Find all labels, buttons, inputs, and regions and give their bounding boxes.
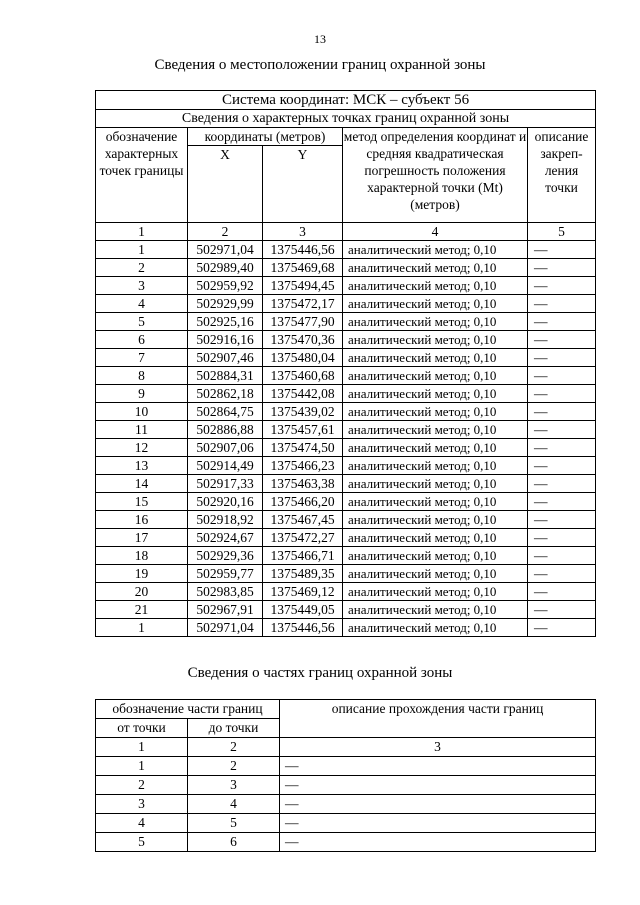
part-desc: — xyxy=(280,833,596,852)
coord-x: 502884,31 xyxy=(188,367,263,385)
coord-y: 1375472,27 xyxy=(263,529,343,547)
fixing-desc: — xyxy=(528,457,596,475)
point-id: 13 xyxy=(96,457,188,475)
coord-x: 502971,04 xyxy=(188,619,263,637)
to-point: 2 xyxy=(188,757,280,776)
method-cell: аналитический метод; 0,10 xyxy=(343,565,528,583)
method-cell: аналитический метод; 0,10 xyxy=(343,583,528,601)
table-row xyxy=(96,457,596,475)
fixing-desc: — xyxy=(528,295,596,313)
method-cell: аналитический метод; 0,10 xyxy=(343,241,528,259)
points-table xyxy=(95,90,596,637)
fixing-desc: — xyxy=(528,619,596,637)
coord-x: 502886,88 xyxy=(188,421,263,439)
coord-x: 502971,04 xyxy=(188,241,263,259)
coord-y: 1375449,05 xyxy=(263,601,343,619)
coord-y: 1375489,35 xyxy=(263,565,343,583)
coord-y: 1375446,56 xyxy=(263,619,343,637)
point-id: 1 xyxy=(96,241,188,259)
fixing-desc: — xyxy=(528,277,596,295)
coord-x: 502989,40 xyxy=(188,259,263,277)
parts-title: Сведения о частях границ охранной зоны xyxy=(187,665,453,681)
column-number: 5 xyxy=(528,223,596,241)
point-id: 20 xyxy=(96,583,188,601)
table-row xyxy=(96,331,596,349)
table-row xyxy=(96,367,596,385)
method-cell: аналитический метод; 0,10 xyxy=(343,295,528,313)
method-cell: аналитический метод; 0,10 xyxy=(343,367,528,385)
fixing-desc: — xyxy=(528,331,596,349)
table-row xyxy=(96,493,596,511)
method-cell: аналитический метод; 0,10 xyxy=(343,385,528,403)
point-id: 4 xyxy=(96,295,188,313)
method-cell: аналитический метод; 0,10 xyxy=(343,547,528,565)
fixing-desc: — xyxy=(528,349,596,367)
column-number: 1 xyxy=(96,738,188,757)
fixing-desc: — xyxy=(528,313,596,331)
table-row xyxy=(96,421,596,439)
header-y: Y xyxy=(263,146,343,223)
coord-y: 1375466,71 xyxy=(263,547,343,565)
to-point: 6 xyxy=(188,833,280,852)
point-id: 12 xyxy=(96,439,188,457)
column-number: 2 xyxy=(188,738,280,757)
column-number: 3 xyxy=(263,223,343,241)
document-title: Сведения о местоположении границ охранной зоны xyxy=(154,57,486,73)
coord-y: 1375470,36 xyxy=(263,331,343,349)
coord-y: 1375469,12 xyxy=(263,583,343,601)
method-cell: аналитический метод; 0,10 xyxy=(343,313,528,331)
point-id: 2 xyxy=(96,259,188,277)
fixing-desc: — xyxy=(528,439,596,457)
column-numbers-row xyxy=(96,223,596,241)
coord-y: 1375466,20 xyxy=(263,493,343,511)
part-desc: — xyxy=(280,757,596,776)
point-id: 9 xyxy=(96,385,188,403)
method-cell: аналитический метод; 0,10 xyxy=(343,511,528,529)
point-id: 8 xyxy=(96,367,188,385)
header-part-description: описание прохождения части границ xyxy=(280,700,596,738)
point-id: 15 xyxy=(96,493,188,511)
coordinate-system: Система координат: МСК – субъект 56 xyxy=(96,91,596,110)
point-id: 11 xyxy=(96,421,188,439)
point-id: 21 xyxy=(96,601,188,619)
table-row xyxy=(96,757,596,776)
table-row xyxy=(96,313,596,331)
point-id: 17 xyxy=(96,529,188,547)
coord-x: 502907,46 xyxy=(188,349,263,367)
coord-x: 502925,16 xyxy=(188,313,263,331)
table-row xyxy=(96,295,596,313)
fixing-desc: — xyxy=(528,241,596,259)
coord-y: 1375457,61 xyxy=(263,421,343,439)
points-subtitle: Сведения о характерных точках границ охранной зоны xyxy=(96,110,596,128)
from-point: 3 xyxy=(96,795,188,814)
point-id: 7 xyxy=(96,349,188,367)
coord-y: 1375472,17 xyxy=(263,295,343,313)
part-desc: — xyxy=(280,814,596,833)
fixing-desc: — xyxy=(528,529,596,547)
table-row xyxy=(96,565,596,583)
method-cell: аналитический метод; 0,10 xyxy=(343,529,528,547)
table-row xyxy=(96,529,596,547)
method-cell: аналитический метод; 0,10 xyxy=(343,259,528,277)
coord-y: 1375439,02 xyxy=(263,403,343,421)
coord-x: 502918,92 xyxy=(188,511,263,529)
coord-x: 502907,06 xyxy=(188,439,263,457)
fixing-desc: — xyxy=(528,601,596,619)
header-x: X xyxy=(188,146,263,223)
point-id: 18 xyxy=(96,547,188,565)
coord-y: 1375460,68 xyxy=(263,367,343,385)
header-method: метод определения координат и средняя квадратическая погрешность положения характерной точки (Mt) (метров) xyxy=(343,128,528,223)
method-cell: аналитический метод; 0,10 xyxy=(343,601,528,619)
table-row xyxy=(96,277,596,295)
coord-x: 502914,49 xyxy=(188,457,263,475)
table-row xyxy=(96,259,596,277)
fixing-desc: — xyxy=(528,259,596,277)
coord-x: 502917,33 xyxy=(188,475,263,493)
header-fixing-description: описание закреп-ления точки xyxy=(528,128,596,223)
part-desc: — xyxy=(280,776,596,795)
fixing-desc: — xyxy=(528,385,596,403)
point-id: 16 xyxy=(96,511,188,529)
table-row xyxy=(96,833,596,852)
table-row xyxy=(96,403,596,421)
method-cell: аналитический метод; 0,10 xyxy=(343,493,528,511)
coord-x: 502920,16 xyxy=(188,493,263,511)
coord-x: 502959,77 xyxy=(188,565,263,583)
from-point: 2 xyxy=(96,776,188,795)
parts-table xyxy=(95,699,596,852)
to-point: 4 xyxy=(188,795,280,814)
method-cell: аналитический метод; 0,10 xyxy=(343,349,528,367)
fixing-desc: — xyxy=(528,583,596,601)
fixing-desc: — xyxy=(528,511,596,529)
point-id: 5 xyxy=(96,313,188,331)
table-row xyxy=(96,601,596,619)
from-point: 5 xyxy=(96,833,188,852)
table-row xyxy=(96,814,596,833)
column-number: 1 xyxy=(96,223,188,241)
table-row xyxy=(96,583,596,601)
coord-x: 502983,85 xyxy=(188,583,263,601)
header-coordinates: координаты (метров) xyxy=(188,128,343,146)
header-point-label: обозначение характерных точек границы xyxy=(96,128,188,223)
method-cell: аналитический метод; 0,10 xyxy=(343,331,528,349)
coord-y: 1375463,38 xyxy=(263,475,343,493)
table-row xyxy=(96,241,596,259)
to-point: 5 xyxy=(188,814,280,833)
method-cell: аналитический метод; 0,10 xyxy=(343,475,528,493)
coord-y: 1375474,50 xyxy=(263,439,343,457)
method-cell: аналитический метод; 0,10 xyxy=(343,457,528,475)
fixing-desc: — xyxy=(528,475,596,493)
table-row xyxy=(96,619,596,637)
header-from-point: от точки xyxy=(96,719,188,738)
coord-x: 502929,36 xyxy=(188,547,263,565)
coord-x: 502862,18 xyxy=(188,385,263,403)
method-cell: аналитический метод; 0,10 xyxy=(343,421,528,439)
point-id: 14 xyxy=(96,475,188,493)
point-id: 3 xyxy=(96,277,188,295)
fixing-desc: — xyxy=(528,547,596,565)
point-id: 10 xyxy=(96,403,188,421)
from-point: 1 xyxy=(96,757,188,776)
fixing-desc: — xyxy=(528,367,596,385)
fixing-desc: — xyxy=(528,421,596,439)
fixing-desc: — xyxy=(528,403,596,421)
table-row xyxy=(96,385,596,403)
from-point: 4 xyxy=(96,814,188,833)
table-row xyxy=(96,511,596,529)
coord-y: 1375469,68 xyxy=(263,259,343,277)
header-parts: обозначение части границ xyxy=(96,700,280,719)
table-row xyxy=(96,795,596,814)
coord-y: 1375494,45 xyxy=(263,277,343,295)
coord-y: 1375480,04 xyxy=(263,349,343,367)
table-row xyxy=(96,439,596,457)
method-cell: аналитический метод; 0,10 xyxy=(343,403,528,421)
table-row xyxy=(96,475,596,493)
page-number: 13 xyxy=(314,32,326,46)
coord-x: 502924,67 xyxy=(188,529,263,547)
to-point: 3 xyxy=(188,776,280,795)
fixing-desc: — xyxy=(528,565,596,583)
method-cell: аналитический метод; 0,10 xyxy=(343,619,528,637)
column-numbers-row xyxy=(96,738,596,757)
coord-y: 1375446,56 xyxy=(263,241,343,259)
coord-x: 502864,75 xyxy=(188,403,263,421)
point-id: 6 xyxy=(96,331,188,349)
point-id: 1 xyxy=(96,619,188,637)
part-desc: — xyxy=(280,795,596,814)
coord-y: 1375466,23 xyxy=(263,457,343,475)
column-number: 3 xyxy=(280,738,596,757)
table-row xyxy=(96,349,596,367)
table-row xyxy=(96,776,596,795)
header-to-point: до точки xyxy=(188,719,280,738)
coord-x: 502916,16 xyxy=(188,331,263,349)
coord-x: 502929,99 xyxy=(188,295,263,313)
coord-x: 502959,92 xyxy=(188,277,263,295)
column-number: 2 xyxy=(188,223,263,241)
coord-y: 1375442,08 xyxy=(263,385,343,403)
method-cell: аналитический метод; 0,10 xyxy=(343,439,528,457)
method-cell: аналитический метод; 0,10 xyxy=(343,277,528,295)
coord-y: 1375477,90 xyxy=(263,313,343,331)
coord-x: 502967,91 xyxy=(188,601,263,619)
column-number: 4 xyxy=(343,223,528,241)
point-id: 19 xyxy=(96,565,188,583)
table-row xyxy=(96,547,596,565)
fixing-desc: — xyxy=(528,493,596,511)
coord-y: 1375467,45 xyxy=(263,511,343,529)
